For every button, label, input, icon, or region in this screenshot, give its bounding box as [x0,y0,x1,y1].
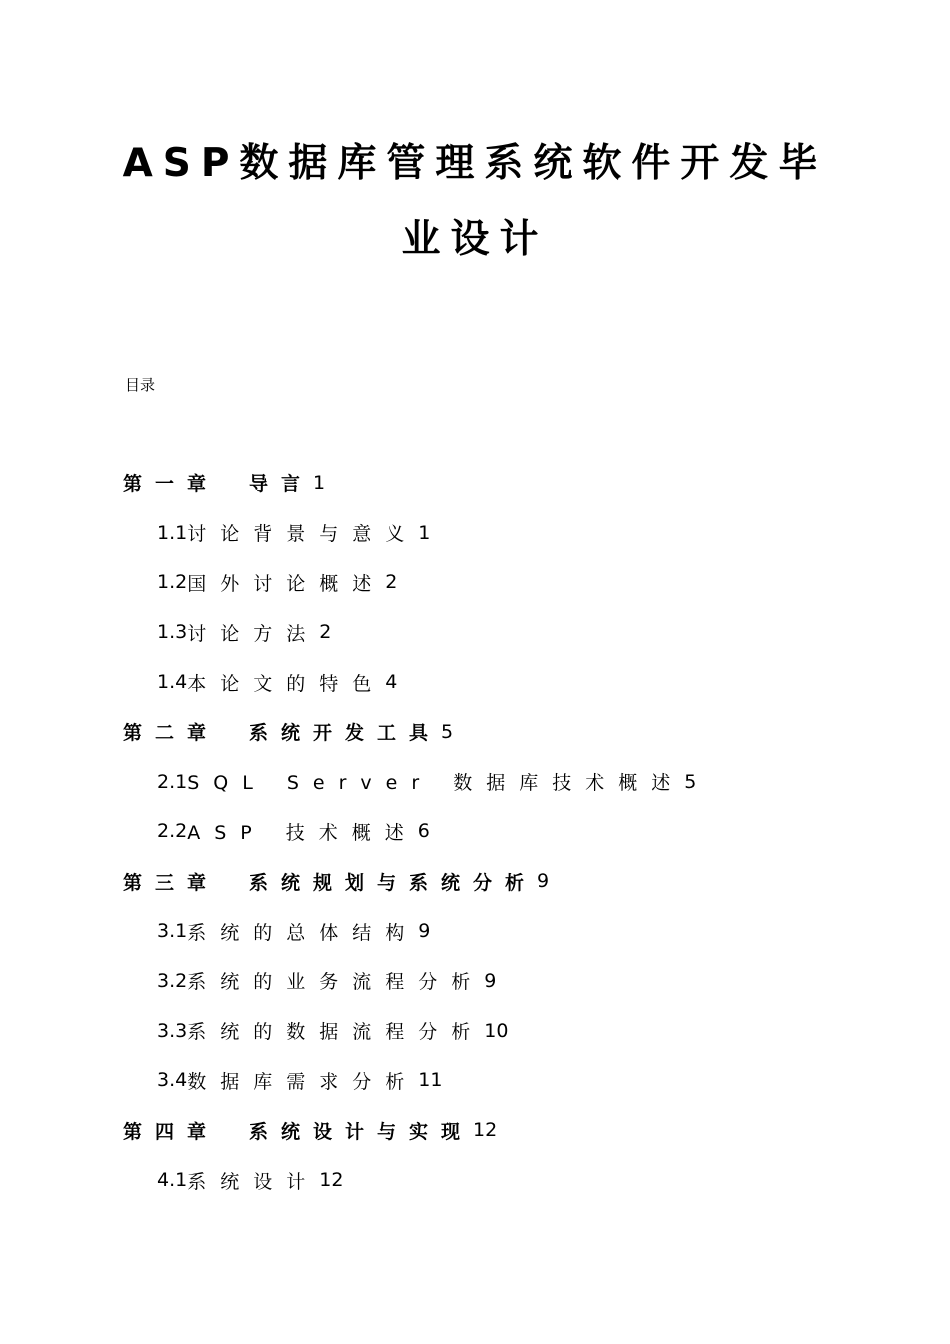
toc-entry-number: 2.1 [157,770,188,793]
toc-entry-page-number: 9 [537,870,550,893]
toc-entry-title: 系统设计 [187,1170,320,1193]
toc-entry-page-number: 9 [418,920,431,943]
toc-entry-title: 本论文的特色 [187,672,386,695]
toc-section-entry [0,657,950,707]
toc-chapter-entry [0,1105,950,1155]
toc-section-entry [0,607,950,657]
toc-entry-page-number: 2 [319,621,332,644]
toc-section-entry [0,757,950,807]
toc-entry-number: 1.4 [157,671,188,694]
toc-entry-title: 系统的数据流程分析 [187,1021,485,1044]
toc-section-entry [0,558,950,608]
toc-entry-title: 系统规划与系统分析 [249,871,538,894]
document-title-line-1: ASP数据库管理系统软件开发毕 [122,141,828,186]
toc-entry-title: 数据库需求分析 [187,1070,419,1093]
toc-entry-page-number: 5 [684,770,697,793]
toc-entry-title: 系统的总体结构 [187,921,419,944]
toc-entry-title: 国外讨论概述 [187,572,386,595]
toc-entry-page-number: 2 [385,571,398,594]
toc-entry-page-number: 5 [441,720,454,743]
toc-entry-number: 3.4 [157,1069,188,1092]
toc-chapter-entry [0,856,950,906]
toc-section-entry [0,508,950,558]
toc-chapter-entry [0,458,950,508]
toc-chapter-entry [0,707,950,757]
toc-section-entry [0,1056,950,1106]
toc-entry-number: 第三章 [123,871,220,894]
toc-entry-number: 3.3 [157,1019,188,1042]
toc-entry-page-number: 1 [418,521,431,544]
toc-heading: 目录 [125,376,156,394]
document-title-line-2: 业设计 [401,217,549,262]
toc-entry-number: 第一章 [123,473,220,496]
toc-entry-number: 3.2 [157,969,188,992]
toc-entry-number: 2.2 [157,820,188,843]
toc-entry-page-number: 1 [313,471,326,494]
toc-entry-page-number: 4 [385,671,398,694]
toc-entry-number: 1.1 [157,521,188,544]
toc-entry-number: 1.3 [157,621,188,644]
toc-entry-number: 3.1 [157,920,188,943]
toc-entry-title: 讨论背景与意义 [187,523,419,546]
toc-section-entry [0,1155,950,1205]
toc-entry-page-number: 10 [484,1019,509,1042]
toc-entry-page-number: 6 [417,820,430,843]
toc-entry-page-number: 11 [418,1069,443,1092]
toc-section-entry [0,956,950,1006]
toc-entry-title: SQL Server 数据库技术概述 [187,772,685,795]
toc-section-entry [0,807,950,857]
toc-entry-number: 4.1 [157,1169,188,1192]
toc-entry-page-number: 9 [484,969,497,992]
toc-entry-title: 导言 [249,473,314,496]
toc-entry-title: 系统的业务流程分析 [187,971,485,994]
toc-entry-page-number: 12 [319,1169,344,1192]
toc-entry-number: 第二章 [123,722,220,745]
toc-entry-page-number: 12 [473,1119,498,1142]
toc-entry-title: 系统设计与实现 [249,1120,474,1143]
toc-entry-number: 1.2 [157,571,188,594]
toc-entry-title: 系统开发工具 [249,722,442,745]
toc-section-entry [0,1006,950,1056]
toc-entry-number: 第四章 [123,1120,220,1143]
table-of-contents [0,458,950,1205]
toc-section-entry [0,906,950,956]
toc-entry-title: 讨论方法 [187,622,320,645]
toc-entry-title: ASP 技术概述 [187,821,418,844]
